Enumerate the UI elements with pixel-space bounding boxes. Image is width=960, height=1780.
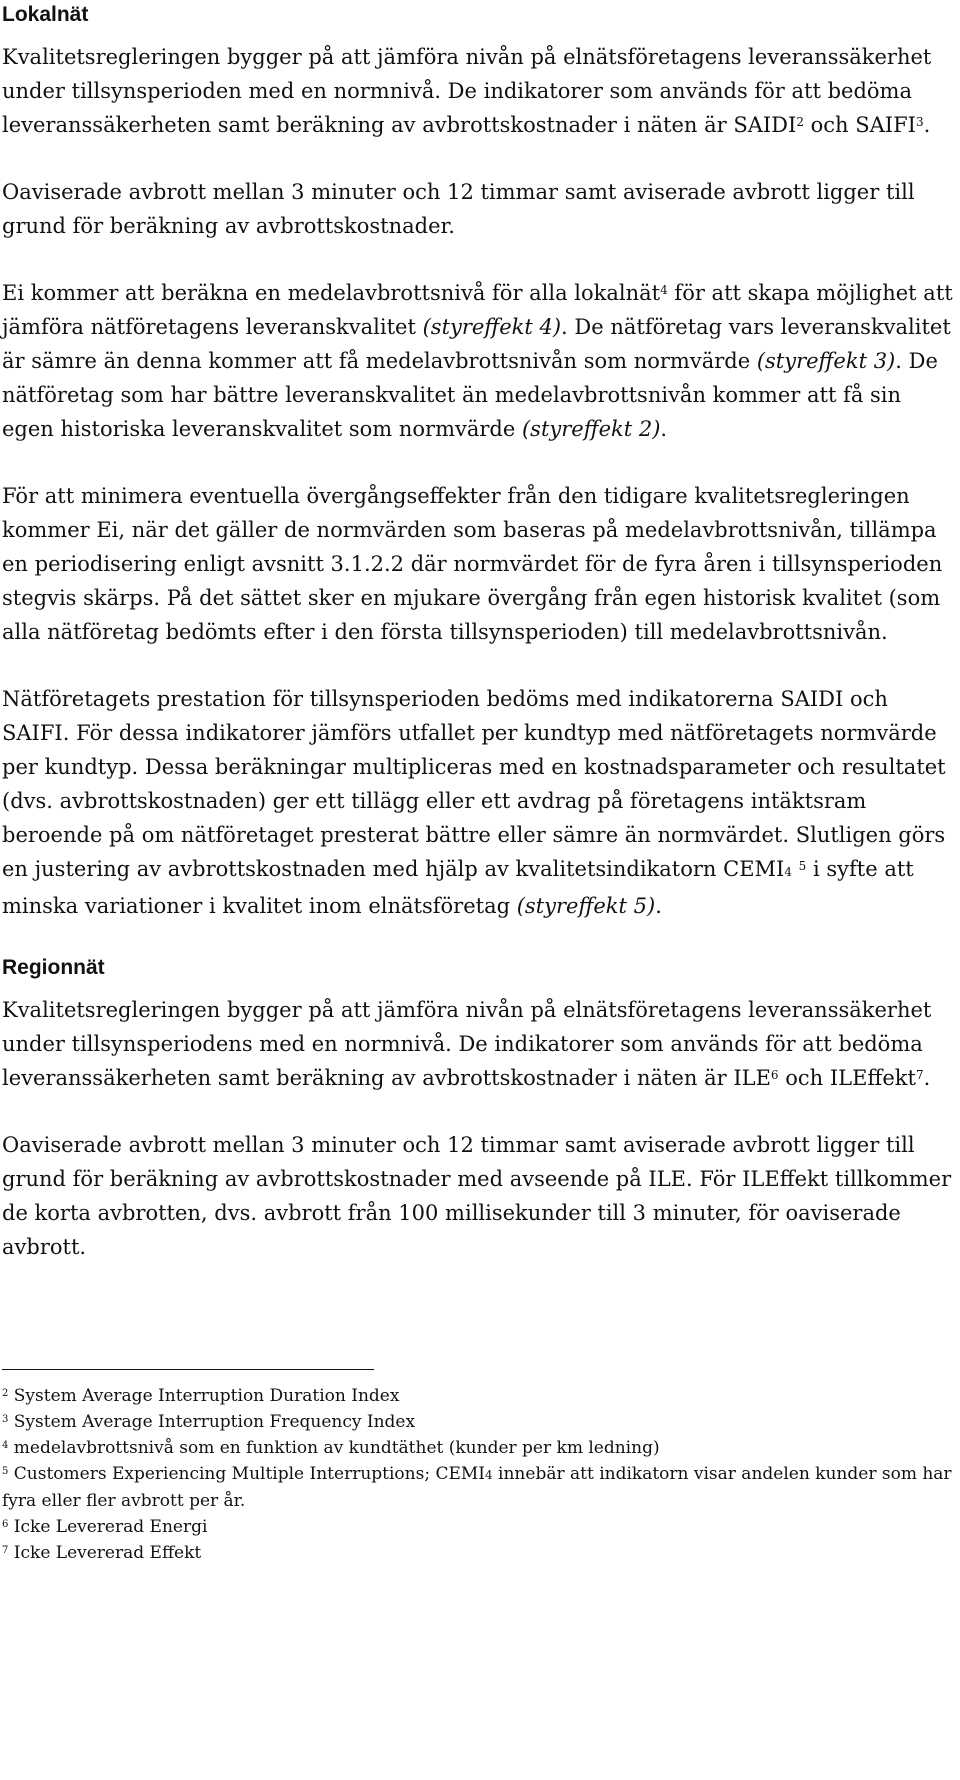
text-run: i syfte att minska variationer i kvalitet inom elnätsföretag bbox=[2, 857, 914, 918]
text-run: Ei kommer att beräkna en medelavbrottsnivå för alla lokalnät bbox=[2, 281, 661, 305]
styreffekt-4: (styreffekt 4) bbox=[422, 315, 562, 339]
footnote-separator bbox=[2, 1369, 374, 1370]
footnote-text: System Average Interruption Duration Index bbox=[13, 1386, 400, 1406]
footnote-7 bbox=[2, 1540, 954, 1566]
footnote-number: 2 bbox=[2, 1388, 9, 1399]
footnote-ref-3[interactable]: 3 bbox=[915, 115, 924, 129]
footnotes bbox=[2, 1383, 954, 1566]
footnote-ref-7[interactable]: 7 bbox=[915, 1068, 924, 1082]
text-run: Nätföretagets prestation för tillsynsperioden bedöms med indikatorerna SAIDI och SAIFI. För dessa indikatorer jämförs utfallet per kundtyp med nätföretagets normvärde per kundtyp. Dessa beräkningar multipliceras med en kostnadsparameter och resultatet (dvs. avbrottskostnaden) ger ett tillägg eller ett avdrag på företagens intäktsram beroende på om nätföretaget presterat bättre eller sämre än normvärdet. Slutligen görs en justering av avbrottskostnaden med hjälp av kvalitetsindikatorn CEMI bbox=[2, 687, 946, 881]
text-run: och ILEffekt bbox=[778, 1066, 916, 1090]
footnote-text: Icke Levererad Effekt bbox=[13, 1543, 202, 1563]
footnote-ref-6[interactable]: 6 bbox=[770, 1068, 779, 1082]
footnote-text: System Average Interruption Frequency Index bbox=[13, 1412, 416, 1432]
paragraph-lokalnat-overgang: För att minimera eventuella övergångseffekter från den tidigare kvalitetsregleringen kommer Ei, när det gäller de normvärden som baseras på medelavbrottsnivån, tillämpa en periodisering enligt avsnitt 3.1.2.2 där normvärdet för de fyra åren i tillsynsperioden stegvis skärps. På det sättet sker en mjukare övergång från egen historisk kvalitet (som alla nätföretag bedömts efter i den första tillsynsperioden) till medelavbrottsnivån. bbox=[2, 484, 943, 644]
footnote-2 bbox=[2, 1383, 954, 1409]
footnote-ref-2[interactable]: 2 bbox=[796, 115, 804, 129]
styreffekt-5: (styreffekt 5) bbox=[516, 894, 656, 918]
text-run: Kvalitetsregleringen bygger på att jämföra nivån på elnätsföretagens leveranssäkerhet under tillsynsperioden med en normnivå. De indikatorer som används för att bedöma leveranssäkerheten samt beräkning av avbrottskostnader i näten är SAIDI bbox=[2, 45, 932, 137]
text-run: . De nätföretag som har bättre leveranskvalitet än medelavbrottsnivån kommer att få sin egen historiska leveranskvalitet som normvärde bbox=[2, 349, 938, 441]
footnote-text: innebär att indikatorn visar andelen kunder som har fyra eller fler avbrott per år. bbox=[2, 1464, 952, 1511]
footnote-number: 5 bbox=[2, 1466, 9, 1477]
styreffekt-2: (styreffekt 2) bbox=[521, 417, 661, 441]
styreffekt-3: (styreffekt 3) bbox=[756, 349, 896, 373]
text-run: Kvalitetsregleringen bygger på att jämföra nivån på elnätsföretagens leveranssäkerhet under tillsynsperiodens med en normnivå. De indikatorer som används för att bedöma leveranssäkerheten samt beräkning av avbrottskostnader i näten är ILE bbox=[2, 998, 932, 1090]
paragraph-lokalnat-intro bbox=[2, 40, 954, 142]
footnote-6 bbox=[2, 1514, 954, 1540]
heading-lokalnat: Lokalnät bbox=[2, 3, 89, 26]
footnote-ref-4[interactable]: 4 bbox=[660, 283, 668, 297]
footnote-ref-5[interactable]: 5 bbox=[798, 859, 807, 873]
footnote-text: medelavbrottsnivå som en funktion av kundtäthet (kunder per km ledning) bbox=[13, 1438, 660, 1458]
footnote-4 bbox=[2, 1435, 954, 1461]
text-run: och SAIFI bbox=[803, 113, 916, 137]
text-run: . bbox=[923, 113, 931, 137]
footnote-number: 7 bbox=[2, 1545, 9, 1556]
text-run: . bbox=[923, 1066, 931, 1090]
text-run: . De nätföretag vars leveranskvalitet är sämre än denna kommer att få medelavbrottsnivån som normvärde bbox=[2, 315, 951, 373]
cemi-subscript: 4 bbox=[784, 865, 792, 879]
section-regionnat bbox=[2, 955, 954, 1264]
footnote-number: 4 bbox=[2, 1440, 9, 1451]
text-run: . bbox=[660, 417, 668, 441]
footnote-text: Icke Levererad Energi bbox=[13, 1517, 208, 1537]
section-lokalnat bbox=[2, 0, 954, 923]
footnote-3 bbox=[2, 1409, 954, 1435]
cemi-subscript: 4 bbox=[485, 1468, 493, 1482]
footnote-number: 3 bbox=[2, 1414, 9, 1425]
footnote-5 bbox=[2, 1461, 954, 1514]
paragraph-regionnat-avbrott: Oaviserade avbrott mellan 3 minuter och 12 timmar samt aviserade avbrott ligger till grund för beräkning av avbrottskostnader med avseende på ILE. För ILEffekt tillkommer de korta avbrotten, dvs. avbrott från 100 millisekunder till 3 minuter, för oaviserade avbrott. bbox=[2, 1133, 952, 1259]
paragraph-lokalnat-medelavbrott bbox=[2, 276, 954, 446]
paragraph-regionnat-intro bbox=[2, 993, 954, 1095]
footnote-text: Customers Experiencing Multiple Interruptions; CEMI bbox=[13, 1464, 485, 1484]
footnote-number: 6 bbox=[2, 1519, 9, 1530]
paragraph-lokalnat-avbrott: Oaviserade avbrott mellan 3 minuter och 12 timmar samt aviserade avbrott ligger till grund för beräkning av avbrottskostnader. bbox=[2, 180, 915, 238]
text-run: . bbox=[655, 894, 662, 918]
heading-regionnat: Regionnät bbox=[2, 956, 105, 979]
paragraph-lokalnat-prestation bbox=[2, 682, 954, 923]
text-run: för att skapa möjlighet att jämföra nätföretagens leveranskvalitet bbox=[2, 281, 953, 339]
